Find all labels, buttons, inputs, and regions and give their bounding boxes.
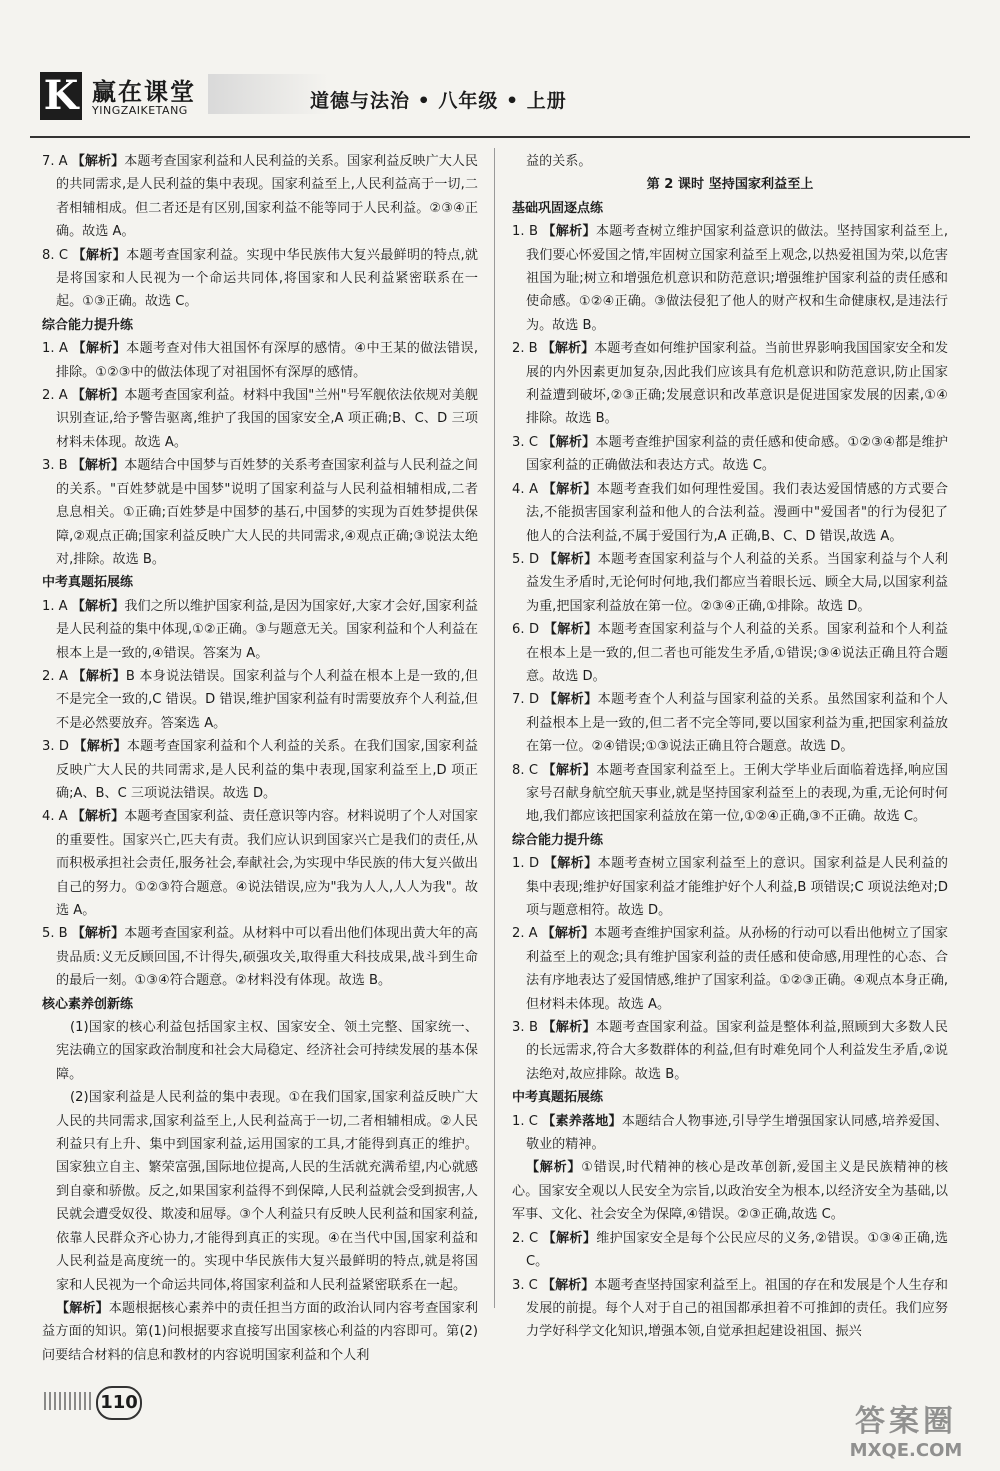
answer-number: 1. C <box>512 1113 538 1129</box>
answer-number: 4. A <box>42 809 68 825</box>
answer-text: (2)国家利益是人民利益的集中表现。①在我们国家,国家利益反映广大人民的共同需求,国家利益至上,人民利益高于一切,二者相辅相成。②人民利益只有上升、集中到国家利益,运用国家的工具,才能得到真正的维护。国家独立自主、繁荣富强,国际地位提高,人民的生活就充满希望,内心就感到自豪和骄傲。反之,如果国家利益得不到保障,人民利益就会受到损害,人民就会遭受奴役、欺凌和屈辱。③个人利益只有反映人民利益和国家利益,依靠人民群众齐心协力,才能得到真正的实现。④在当代中国,国家利益和人民利益是高度统一的。实现中华民族伟大复兴最鲜明的特点,就是将国家和人民视为一个命运共同体,将国家利益和人民利益紧密联系在一起。 <box>56 1090 478 1293</box>
answer-text: 本题考查国家利益。实现中华民族伟大复兴最鲜明的特点,就是将国家和人民视为一个命运共同体,将国家和人民利益紧密联系在一起。①③正确。故选 C。 <box>56 247 478 310</box>
analysis-tag: 【解析】 <box>73 739 127 755</box>
answer-text: 本题结合人物事迹,引导学生增强国家认同感,培养爱国、敬业的精神。 <box>526 1113 948 1153</box>
answer-number: 3. B <box>512 1020 538 1036</box>
answer-number: 6. D <box>512 622 540 638</box>
analysis-tag: 【解析】 <box>71 809 125 825</box>
answer-item <box>512 548 948 618</box>
answer-text: ①错误,时代精神的核心是改革创新,爱国主义是民族精神的核心。国家安全观以人民安全为宗旨,以政治安全为根本,以经济安全为基础,以军事、文化、社会安全为保障,④错误。②③正确,故选 C。 <box>512 1160 949 1223</box>
answer-item <box>512 1227 948 1274</box>
logo-pinyin: YINGZAIKETANG <box>92 104 188 117</box>
answer-number: 7. A <box>42 154 68 169</box>
analysis-tag: 【解析】 <box>72 341 127 357</box>
answer-item <box>512 220 948 337</box>
answer-number: 3. B <box>42 458 68 474</box>
answer-item <box>512 1110 948 1157</box>
site-watermark <box>826 1404 986 1466</box>
answer-item <box>512 852 948 922</box>
answer-number: 2. B <box>512 341 538 357</box>
analysis-tag: 【解析】 <box>72 247 127 263</box>
answer-item <box>512 618 948 688</box>
answer-item <box>42 1016 478 1086</box>
answer-text: 本题考查国家利益和个人利益的关系。在我们国家,国家利益反映广大人民的共同需求,是人民利益的集中表现,国家利益至上,D 项正确;A、B、C 三项说法错误。故选 D。 <box>56 739 478 801</box>
header-rule <box>30 136 970 138</box>
section-heading: 综合能力提升练 <box>42 317 134 333</box>
answer-number: 7. D <box>512 692 540 708</box>
answer-text: 本题考查树立国家利益至上的意识。国家利益是人民利益的集中表现;维护好国家利益才能维护好个人利益,B 项错误;C 项说法绝对;D 项与题意相符。故选 D。 <box>526 856 948 918</box>
answer-text: 本题考查国家利益至上。王俐大学毕业后面临着选择,响应国家号召献身航空航天事业,就是坚持国家利益至上的表现,为重,无论何时何地,我们都应该把国家利益放在第一位,①②④正确,③不正确。故选 C。 <box>526 762 948 825</box>
analysis-tag: 【解析】 <box>543 856 598 872</box>
watermark-text: 答案圈 <box>855 1404 957 1439</box>
column-divider <box>494 148 495 1308</box>
analysis-tag: 【解析】 <box>542 434 596 450</box>
analysis-tag: 【解析】 <box>542 762 597 778</box>
answer-text: B 本身说法错误。国家利益与个人利益在根本上是一致的,但不是完全一致的,C 错误。D 错误,维护国家利益有时需要放弃个人利益,但不是必然要放弃。答案选 A。 <box>56 668 478 731</box>
analysis-tag: 【解析】 <box>543 551 598 567</box>
page-number: 110 <box>96 1386 142 1420</box>
analysis-tag: 【解析】 <box>541 341 595 357</box>
answer-number: 5. D <box>512 551 540 567</box>
analysis-tag: 【解析】 <box>543 622 598 638</box>
analysis-tag: 【解析】 <box>541 1277 595 1293</box>
answer-text: 本题考查我们如何理性爱国。我们表达爱国情感的方式要合法,不能损害国家利益和他人的合法利益。漫画中"爱国者"的行为侵犯了他人的合法利益,不属于爱国行为,A 正确,B、C、D 错误,故选 A。 <box>526 481 949 544</box>
answer-text: 本题考查维护国家利益。从孙杨的行动可以看出他树立了国家利益至上的观念;具有维护国家利益的责任感和使命感,用理性的心态、合法有序地表达了爱国情感,维护了国家利益。①②③正确。④观点本身正确,但材料未体现。故选 A。 <box>526 926 948 1012</box>
answer-text: 本题根据核心素养中的责任担当方面的政治认同内容考查国家利益方面的知识。第(1)问根据要求直接写出国家核心利益的内容即可。第(2)问要结合材料的信息和教材的内容说明国家利益和个人利 <box>42 1300 479 1363</box>
answer-number: 1. A <box>42 341 68 357</box>
answer-number: 1. D <box>512 856 540 872</box>
answer-number: 1. A <box>42 598 68 614</box>
answer-text: 益的关系。 <box>526 154 592 169</box>
answer-item <box>42 244 478 314</box>
answer-item <box>42 1297 478 1367</box>
answer-text: 本题考查国家利益、责任意识等内容。材料说明了个人对国家的重要性。国家兴亡,匹夫有责。我们应认识到国家兴亡是我们的责任,从而积极承担社会责任,服务社会,奉献社会,为实现中华民族的伟大复兴做出自己的努力。①②③符合题意。④说法错误,应为"我为人人,人人为我"。故选 A。 <box>56 809 478 918</box>
answer-item <box>512 337 948 431</box>
answer-text: 本题考查国家利益。材料中我国"兰州"号军舰依法依规对美舰识别查证,给予警告驱离,维护了我国的国家安全,A 项正确;B、C、D 三项材料未体现。故选 A。 <box>56 388 478 450</box>
analysis-tag: 【解析】 <box>71 154 125 169</box>
answer-item <box>42 805 478 922</box>
answer-text: 本题考查国家利益。国家利益是整体利益,照顾到大多数人民的长远需求,符合大多数群体的利益,但有时难免同个人利益发生矛盾,②说法绝对,故应排除。故选 B。 <box>526 1020 948 1082</box>
logo-title: 赢在课堂 <box>92 78 196 106</box>
analysis-tag: 【解析】 <box>542 1230 597 1246</box>
analysis-tag: 【解析】 <box>542 224 596 240</box>
analysis-tag: 【解析】 <box>542 481 597 497</box>
answer-text: 本题考查对伟大祖国怀有深厚的感情。④中王某的做法错误,排除。①②③中的做法体现了对祖国怀有深厚的感情。 <box>56 341 478 380</box>
answer-number: 3. C <box>512 1277 538 1293</box>
answer-item <box>42 1086 478 1297</box>
answer-text: 我们之所以维护国家利益,是因为国家好,大家才会好,国家利益是人民利益的集中体现,①②正确。③与题意无关。国家利益和个人利益在根本上是一致的,④错误。答案为 A。 <box>56 598 478 661</box>
answer-item <box>512 478 948 548</box>
answer-item <box>512 1016 948 1086</box>
analysis-tag: 【解析】 <box>71 926 125 942</box>
answer-text: 本题考查如何维护国家利益。当前世界影响我国国家安全和发展的内外因素更加复杂,因此我们应该具有危机意识和防范意识,防止国家利益遭到破坏,②③正确;发展意识和改革意识是促进国家发展的因素,①④排除。故选 B。 <box>526 341 949 427</box>
answer-number: 5. B <box>42 926 68 942</box>
answer-item <box>42 735 478 805</box>
analysis-tag: 【素养落地】 <box>542 1113 622 1129</box>
section-heading: 中考真题拓展练 <box>42 575 134 591</box>
answer-text: 本题考查国家利益和人民利益的关系。国家利益反映广大人民的共同需求,是人民利益的集中表现。国家利益至上,人民利益高于一切,二者相辅相成。但二者还是有区别,国家利益不能等同于人民利益。②③④正确。故选 A。 <box>56 154 478 240</box>
answer-number: 3. C <box>512 434 538 450</box>
section-heading: 核心素养创新练 <box>42 996 134 1012</box>
analysis-tag: 【解析】 <box>71 388 125 404</box>
logo-letter: K <box>40 72 82 120</box>
answer-item <box>42 922 478 992</box>
analysis-tag: 【解析】 <box>526 1160 582 1176</box>
answer-item <box>42 454 478 571</box>
analysis-tag: 【解析】 <box>541 926 595 942</box>
answer-text: 本题考查维护国家利益的责任感和使命感。①②③④都是维护国家利益的正确做法和表达方式。故选 C。 <box>526 434 949 474</box>
answer-item <box>512 688 948 758</box>
analysis-tag: 【解析】 <box>71 458 125 474</box>
answer-item <box>42 665 478 735</box>
answer-text: 维护国家安全是每个公民应尽的义务,②错误。①③④正确,选 C。 <box>526 1230 948 1270</box>
analysis-tag: 【解析】 <box>543 692 598 708</box>
answer-number: 2. A <box>512 926 538 942</box>
answer-item <box>512 150 948 173</box>
answer-number: 3. D <box>42 739 69 755</box>
answer-item <box>42 150 478 244</box>
analysis-tag: 【解析】 <box>72 668 126 684</box>
watermark-url: MXQE.COM <box>849 1440 963 1461</box>
answer-item <box>42 384 478 454</box>
answer-text: 本题考查国家利益与个人利益的关系。当国家利益与个人利益发生矛盾时,无论何时何地,我们都应当着眼长远、顾全大局,以国家利益为重,把国家利益放在第一位。②③④正确,①排除。故选 D。 <box>526 551 948 614</box>
answer-item <box>512 1156 948 1226</box>
answer-number: 1. B <box>512 224 538 240</box>
answer-item <box>512 431 948 478</box>
section-heading: 综合能力提升练 <box>512 832 604 848</box>
right-column <box>512 150 948 1344</box>
answer-item <box>512 759 948 829</box>
left-column <box>42 150 478 1367</box>
section-heading: 基础巩固逐点练 <box>512 200 604 216</box>
section-heading: 第 2 课时 坚持国家利益至上 <box>646 177 814 193</box>
page-number-dots <box>44 1392 94 1410</box>
answer-number: 8. C <box>512 762 539 778</box>
page-header <box>30 66 970 140</box>
answer-number: 2. A <box>42 668 68 684</box>
answer-number: 4. A <box>512 481 539 497</box>
answer-number: 2. A <box>42 388 68 404</box>
answer-item <box>512 1274 948 1344</box>
answer-text: (1)国家的核心利益包括国家主权、国家安全、领土完整、国家统一、宪法确立的国家政治制度和社会大局稳定、经济社会可持续发展的基本保障。 <box>56 1020 478 1082</box>
answer-number: 8. C <box>42 247 69 263</box>
section-heading: 中考真题拓展练 <box>512 1090 604 1106</box>
answer-text: 本题考查树立维护国家利益意识的做法。坚持国家利益至上,我们要心怀爱国之情,牢固树立国家利益至上观念,以热爱祖国为荣,以危害祖国为耻;树立和增强危机意识和防范意识;增强维护国家利益的责任感和使命感。①②④正确。③做法侵犯了他人的财产权和生命健康权,是违法行为。故选 B。 <box>526 224 948 333</box>
answer-text: 本题结合中国梦与百姓梦的关系考查国家利益与人民利益之间的关系。"百姓梦就是中国梦"说明了国家利益与人民利益相辅相成,二者息息相关。①正确;百姓梦是中国梦的基石,中国梦的实现为百姓梦提供保障,②观点正确;国家利益反映广大人民的共同需求,④观点正确;③说法太绝对,排除。故选 B。 <box>56 458 479 567</box>
analysis-tag: 【解析】 <box>542 1020 596 1036</box>
answer-text: 本题考查国家利益与个人利益的关系。国家利益和个人利益在根本上是一致的,但二者也可能发生矛盾,①错误;③④说法正确且符合题意。故选 D。 <box>526 622 948 684</box>
answer-item <box>42 337 478 384</box>
subject-title: 道德与法治 • 八年级 • 上册 <box>310 90 567 112</box>
analysis-tag: 【解析】 <box>56 1300 109 1316</box>
analysis-tag: 【解析】 <box>71 598 125 614</box>
answer-text: 本题考查个人利益与国家利益的关系。虽然国家利益和个人利益根本上是一致的,但二者不完全等同,要以国家利益为重,把国家利益放在第一位。②④错误;①③说法正确且符合题意。故选 D。 <box>526 692 948 755</box>
answer-text: 本题考查国家利益。从材料中可以看出他们体现出黄大年的高贵品质:义无反顾回国,不计得失,硕强攻关,取得重大科技成果,战斗到生命的最后一刻。①③④符合题意。②材料没有体现。故选 B。 <box>56 926 479 989</box>
answer-text: 本题考查坚持国家利益至上。祖国的存在和发展是个人生存和发展的前提。每个人对于自己的祖国都承担着不可推卸的责任。我们应努力学好科学文化知识,增强本领,自觉承担起建设祖国、振兴 <box>526 1277 948 1340</box>
answer-item <box>42 595 478 665</box>
answer-item <box>512 922 948 1016</box>
answer-number: 2. C <box>512 1230 539 1246</box>
